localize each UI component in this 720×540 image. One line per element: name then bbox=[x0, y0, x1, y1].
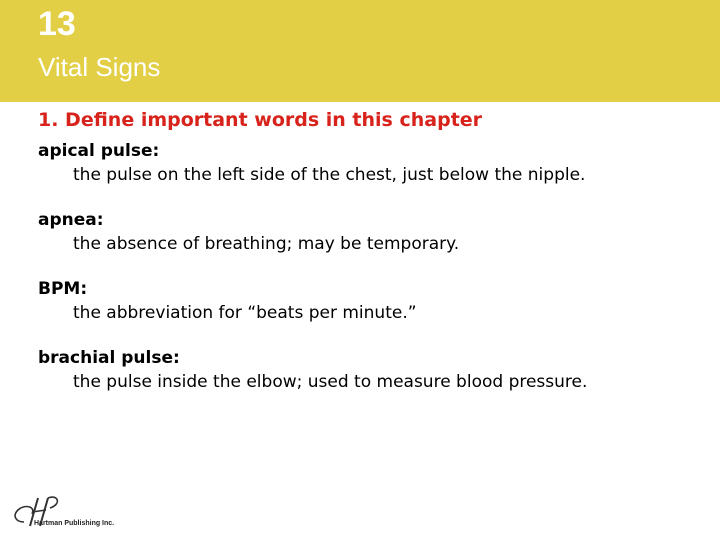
term-list bbox=[38, 138, 678, 414]
chapter-header bbox=[0, 0, 720, 102]
term-word: BPM: bbox=[38, 279, 88, 299]
term-definition: the abbreviation for “beats per minute.” bbox=[73, 303, 417, 323]
term-word: apnea: bbox=[38, 210, 104, 230]
chapter-title: Vital Signs bbox=[38, 52, 161, 82]
term-definition: the absence of breathing; may be temporary. bbox=[73, 234, 460, 254]
term-definition: the pulse inside the elbow; used to measure blood pressure. bbox=[73, 372, 588, 392]
section-heading: 1. Define important words in this chapter bbox=[38, 109, 483, 131]
chapter-number: 13 bbox=[38, 5, 76, 43]
term-item bbox=[38, 345, 678, 394]
term-word: brachial pulse: bbox=[38, 348, 180, 368]
publisher-name: Hartman Publishing Inc. bbox=[34, 520, 115, 527]
term-item bbox=[38, 138, 678, 187]
term-item bbox=[38, 207, 678, 256]
term-word: apical pulse: bbox=[38, 141, 160, 161]
term-item bbox=[38, 276, 678, 325]
term-definition: the pulse on the left side of the chest, just below the nipple. bbox=[73, 165, 586, 185]
